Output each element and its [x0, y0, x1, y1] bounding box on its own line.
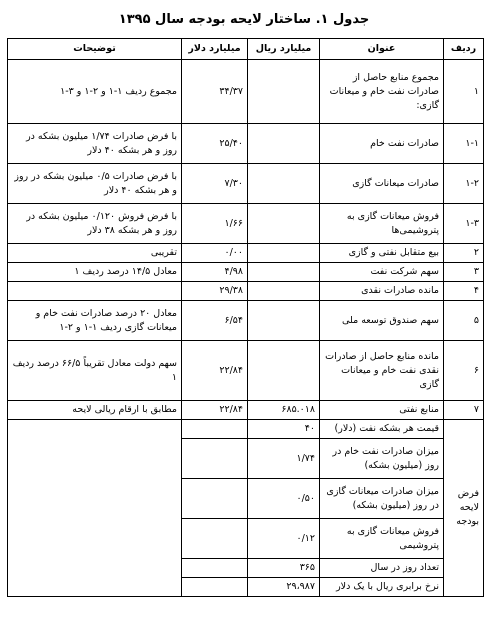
table-row [8, 244, 484, 263]
assumption-title: قیمت هر بشکه نفت (دلار) [320, 420, 444, 439]
row-title: مانده صادرات نقدی [320, 282, 444, 301]
row-desc: مجموع ردیف ۱-۱ و ۲-۱ و ۳-۱ [8, 60, 182, 124]
row-dollar: ۰/۰۰ [182, 244, 248, 263]
row-dollar: ۷/۳۰ [182, 164, 248, 204]
row-title: سهم شرکت نفت [320, 263, 444, 282]
table-title: جدول ۱. ساختار لایحه بودجه سال ۱۳۹۵ [118, 12, 370, 27]
row-num: ۲ [444, 244, 484, 263]
row-desc: معادل ۲۰ درصد صادرات نفت خام و میعانات گازی ردیف ۱-۱ و ۲-۱ [8, 301, 182, 341]
header-dollar: میلیارد دلار [182, 39, 248, 60]
assumption-title: فروش میعانات گازی به پتروشیمی [320, 519, 444, 559]
row-num: ۴ [444, 282, 484, 301]
row-rial [248, 263, 320, 282]
row-num: ۳ [444, 263, 484, 282]
header-title: عنوان [320, 39, 444, 60]
row-dollar: ۲۵/۴۰ [182, 124, 248, 164]
row-num: ۵ [444, 301, 484, 341]
row-dollar: ۲۹/۳۸ [182, 282, 248, 301]
table-row [8, 263, 484, 282]
row-title: سهم صندوق توسعه ملی [320, 301, 444, 341]
row-title: بیع متقابل نفتی و گازی [320, 244, 444, 263]
row-desc: با فرض صادرات ۰/۵ میلیون بشکه در روز و هر بشکه ۴۰ دلار [8, 164, 182, 204]
row-desc: سهم دولت معادل تقریباً ۶۶/۵ درصد ردیف ۱ [8, 341, 182, 401]
assumption-value: ۰/۵۰ [248, 479, 320, 519]
row-rial [248, 341, 320, 401]
assumption-title: تعداد روز در سال [320, 559, 444, 578]
row-num: ۱-۲ [444, 164, 484, 204]
assumptions-desc [8, 420, 182, 597]
header-rial: میلیارد ریال [248, 39, 320, 60]
row-desc: با فرض فروش ۰/۱۲۰ میلیون بشکه در روز و هر بشکه ۳۸ دلار [8, 204, 182, 244]
header-num: ردیف [444, 39, 484, 60]
row-num: ۷ [444, 401, 484, 420]
row-desc: تقریبی [8, 244, 182, 263]
table-row [8, 204, 484, 244]
budget-structure-table [7, 38, 484, 597]
header-row [8, 39, 484, 60]
assumption-title: میزان صادرات نفت خام در روز (میلیون بشکه) [320, 439, 444, 479]
row-rial [248, 124, 320, 164]
assumption-value: ۳۶۵ [248, 559, 320, 578]
table-row [8, 301, 484, 341]
row-rial [248, 301, 320, 341]
table-row [8, 60, 484, 124]
table-row [8, 341, 484, 401]
row-title: صادرات میعانات گازی [320, 164, 444, 204]
table-row [8, 164, 484, 204]
row-dollar: ۱/۶۶ [182, 204, 248, 244]
row-title: فروش میعانات گازی به پتروشیمی‌ها [320, 204, 444, 244]
assumption-dollar [182, 439, 248, 479]
row-rial [248, 282, 320, 301]
assumption-dollar [182, 519, 248, 559]
row-rial [248, 164, 320, 204]
row-rial [248, 60, 320, 124]
assumption-dollar [182, 479, 248, 519]
row-dollar: ۴/۹۸ [182, 263, 248, 282]
assumption-title: نرخ برابری ریال با یک دلار [320, 578, 444, 597]
assumption-value: ۲۹،۹۸۷ [248, 578, 320, 597]
row-dollar: ۶/۵۴ [182, 301, 248, 341]
row-num: ۱ [444, 60, 484, 124]
table-row [8, 401, 484, 420]
assumption-value: ۴۰ [248, 420, 320, 439]
row-num: ۱-۳ [444, 204, 484, 244]
row-rial [248, 204, 320, 244]
assumption-value: ۱/۷۴ [248, 439, 320, 479]
header-desc: توضیحات [8, 39, 182, 60]
row-dollar: ۲۲/۸۴ [182, 341, 248, 401]
row-title: منابع نفتی [320, 401, 444, 420]
row-dollar: ۲۲/۸۴ [182, 401, 248, 420]
assumption-value: ۰/۱۲ [248, 519, 320, 559]
row-desc [8, 282, 182, 301]
assumption-row [8, 420, 484, 439]
row-title: مانده منابع حاصل از صادرات نقدی نفت خام و میعانات گازی [320, 341, 444, 401]
row-desc: با فرض صادرات ۱/۷۴ میلیون بشکه در روز و هر بشکه ۴۰ دلار [8, 124, 182, 164]
row-desc: مطابق با ارقام ریالی لایحه [8, 401, 182, 420]
row-num: ۱-۱ [444, 124, 484, 164]
assumption-dollar [182, 559, 248, 578]
row-desc: معادل ۱۴/۵ درصد ردیف ۱ [8, 263, 182, 282]
table-row [8, 282, 484, 301]
assumption-title: میزان صادرات میعانات گازی در روز (میلیون بشکه) [320, 479, 444, 519]
assumption-dollar [182, 578, 248, 597]
row-title: صادرات نفت خام [320, 124, 444, 164]
table-row [8, 124, 484, 164]
assumptions-label: فرض لایحه بودجه [444, 420, 484, 597]
row-dollar: ۳۴/۳۷ [182, 60, 248, 124]
row-num: ۶ [444, 341, 484, 401]
assumption-dollar [182, 420, 248, 439]
row-rial: ۶۸۵.۰۱۸ [248, 401, 320, 420]
row-title: مجموع منابع حاصل از صادرات نفت خام و میعانات گازی: [320, 60, 444, 124]
row-rial [248, 244, 320, 263]
